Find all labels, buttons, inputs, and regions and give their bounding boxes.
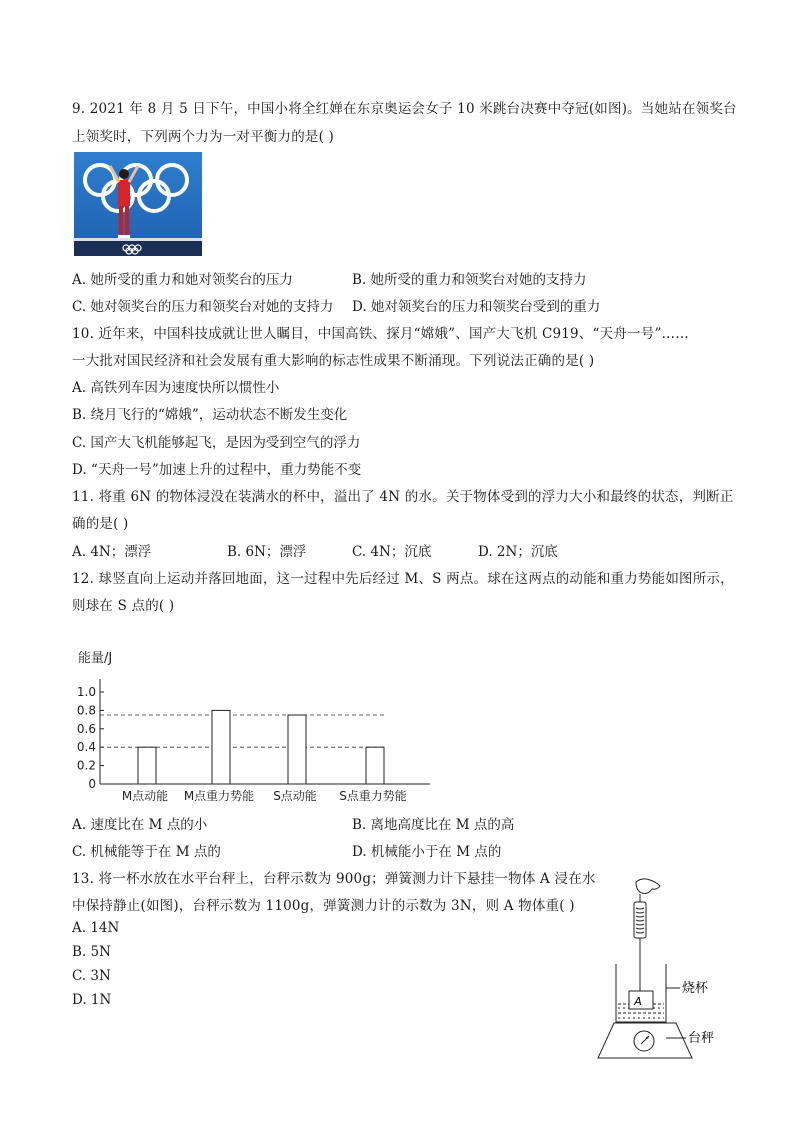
q10-option-d[interactable]: D. “天舟一号”加速上升的过程中，重力势能不变 <box>72 462 362 478</box>
object-a-label: A <box>634 995 642 1008</box>
q10-stem-line2: 一大批对国民经济和社会发展有重大影响的标志性成果不断涌现。下列说法正确的是( ) <box>72 353 595 369</box>
q12-option-c[interactable]: C. 机械能等于在 M 点的 <box>72 844 221 860</box>
q12-option-d[interactable]: D. 机械能小于在 M 点的 <box>352 844 502 860</box>
q13-option-d[interactable]: D. 1N <box>72 992 112 1008</box>
chart-x-category-label: M点重力势能 <box>183 789 255 803</box>
q11-stem-line2: 确的是( ) <box>72 516 129 532</box>
chart-x-category-label: S点动能 <box>273 789 317 803</box>
chart-bar <box>288 715 306 784</box>
q11-option-d[interactable]: D. 2N；沉底 <box>478 544 558 560</box>
q13-option-c[interactable]: C. 3N <box>72 968 111 984</box>
q10-stem-line1: 10. 近年来，中国科技成就让世人瞩目，中国高铁、探月“嫦娥”、国产大飞机 C919、“天舟一号”…… <box>72 326 689 342</box>
q9-option-b[interactable]: B. 她所受的重力和领奖台对她的支持力 <box>352 272 587 288</box>
chart-y-tick-label: 1.0 <box>76 685 96 699</box>
chart-bar <box>212 710 230 784</box>
q11-stem-line1: 11. 将重 6N 的物体浸没在装满水的杯中，溢出了 4N 的水。关于物体受到的浮力大小和最终的状态，判断正 <box>72 489 734 505</box>
q12-option-a[interactable]: A. 速度比在 M 点的小 <box>72 817 208 833</box>
q9-stem-line1: 9. 2021 年 8 月 5 日下午，中国小将全红婵在东京奥运会女子 10 米跳台决赛中夺冠(如图)。当她站在领奖台 <box>72 101 737 117</box>
q9-stem-line2: 上领奖时，下列两个力为一对平衡力的是( ) <box>72 129 335 145</box>
q9-option-c[interactable]: C. 她对领奖台的压力和领奖台对她的支持力 <box>72 299 334 315</box>
q12-option-b[interactable]: B. 离地高度比在 M 点的高 <box>352 817 515 833</box>
chart-y-axis-label: 能量/J <box>78 651 113 666</box>
q9-photo-diver-on-podium <box>74 152 202 256</box>
q9-option-a[interactable]: A. 她所受的重力和她对领奖台的压力 <box>72 272 293 288</box>
q10-option-b[interactable]: B. 绕月飞行的“嫦娥”，运动状态不断发生变化 <box>72 407 348 423</box>
q11-option-a[interactable]: A. 4N；漂浮 <box>72 544 152 560</box>
q13-option-a[interactable]: A. 14N <box>72 920 120 936</box>
q12-energy-bar-chart <box>72 643 442 808</box>
q13-stem-line1: 13. 将一杯水放在水平台秤上，台秤示数为 900g；弹簧测力计下悬挂一物体 A 浸在水 <box>72 871 596 887</box>
q13-stem-line2: 中保持静止(如图)，台秤示数为 1100g，弹簧测力计的示数为 3N，则 A 物体重( ) <box>72 898 575 914</box>
chart-x-category-label: S点重力势能 <box>339 789 407 803</box>
chart-y-tick-label: 0.2 <box>76 758 96 773</box>
q12-stem-line2: 则球在 S 点的( ) <box>72 598 175 614</box>
hand-icon <box>636 879 660 894</box>
q12-stem-line1: 12. 球竖直向上运动并落回地面，这一过程中先后经过 M、S 两点。球在这两点的动能和重力势能如图所示， <box>72 571 734 587</box>
chart-bar <box>366 747 384 784</box>
q10-option-c[interactable]: C. 国产大飞机能够起飞，是因为受到空气的浮力 <box>72 435 361 451</box>
chart-y-tick-label: 0.8 <box>76 703 96 718</box>
q10-option-a[interactable]: A. 高铁列车因为速度快所以惯性小 <box>72 380 280 396</box>
scale-label: 台秤 <box>688 1031 715 1046</box>
chart-y-tick-label: 0 <box>88 777 96 791</box>
q9-option-d[interactable]: D. 她对领奖台的压力和领奖台受到的重力 <box>352 299 601 315</box>
q11-option-b[interactable]: B. 6N；漂浮 <box>227 544 307 560</box>
q11-option-c[interactable]: C. 4N；沉底 <box>352 544 432 560</box>
chart-y-tick-label: 0.4 <box>76 740 96 755</box>
chart-bar <box>138 747 156 784</box>
chart-x-category-label: M点动能 <box>121 789 169 803</box>
beaker-label: 烧杯 <box>682 981 709 996</box>
chart-y-tick-label: 0.6 <box>76 721 96 736</box>
q13-apparatus-figure <box>596 876 746 1066</box>
q13-option-b[interactable]: B. 5N <box>72 944 111 960</box>
